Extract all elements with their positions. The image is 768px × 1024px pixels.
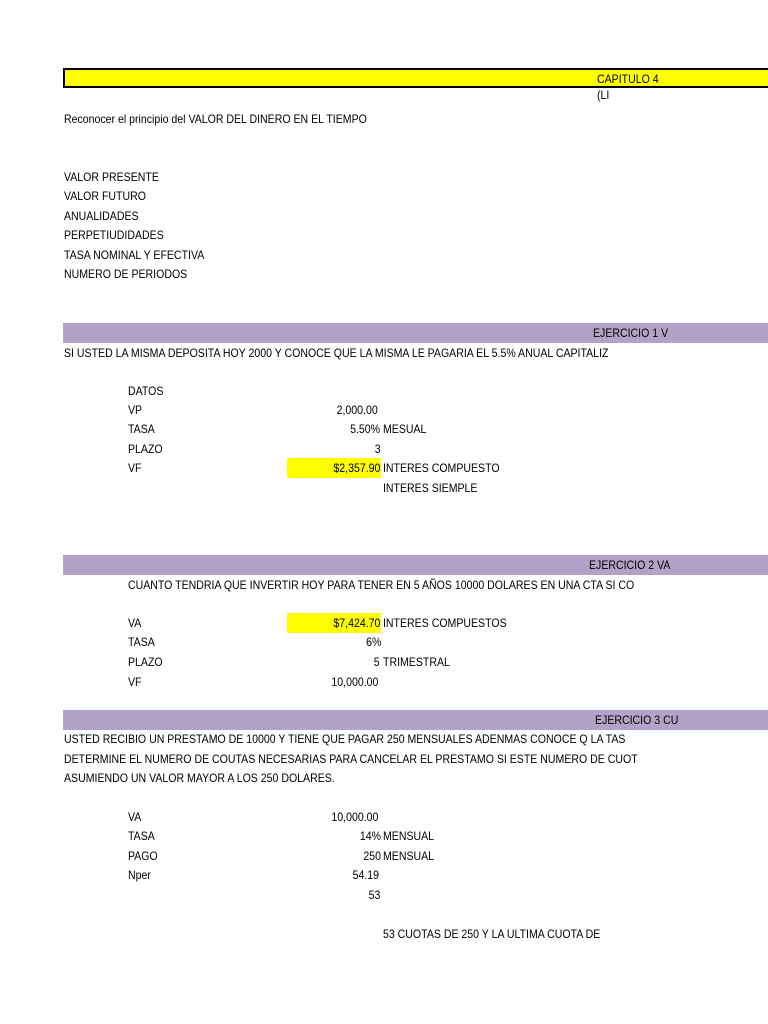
tasa-label: TASA xyxy=(128,635,155,649)
topic-item: TASA NOMINAL Y EFECTIVA xyxy=(64,248,205,262)
pago-value: 250 xyxy=(363,849,381,863)
exercise-1-header xyxy=(63,323,768,343)
exercise-1-title: EJERCICIO 1 V xyxy=(593,326,669,340)
conclusion-text: 53 CUOTAS DE 250 Y LA ULTIMA CUOTA DE xyxy=(383,927,601,941)
exercise-3-statement-line-3: ASUMIENDO UN VALOR MAYOR A LOS 250 DOLARES. xyxy=(64,771,335,785)
exercise-3-header xyxy=(63,710,768,730)
exercise-3-title: EJERCICIO 3 CU xyxy=(595,713,679,727)
vp-label: VP xyxy=(128,403,143,417)
tasa-label: TASA xyxy=(128,422,155,436)
topic-item: VALOR FUTURO xyxy=(64,189,146,203)
pago-note: MENSUAL xyxy=(383,849,435,863)
vf-note: INTERES COMPUESTO xyxy=(383,461,500,475)
chapter-title-bar xyxy=(63,68,768,102)
tasa-value: 5.50% xyxy=(350,422,380,436)
topic-item: NUMERO DE PERIODOS xyxy=(64,267,188,281)
datos-label: DATOS xyxy=(128,384,164,398)
interes-simple-note: INTERES SIEMPLE xyxy=(383,481,478,495)
exercise-1-statement: SI USTED LA MISMA DEPOSITA HOY 2000 Y CONOCE QUE LA MISMA LE PAGARIA EL 5.5% ANUAL CAPITALIZ xyxy=(64,346,609,360)
plazo-label: PLAZO xyxy=(128,655,163,669)
plazo-value: 3 xyxy=(375,442,381,456)
exercise-2-statement: CUANTO TENDRIA QUE INVERTIR HOY PARA TENER EN 5 AÑOS 10000 DOLARES EN UNA CTA SI CO xyxy=(128,578,635,592)
vf-value: 10,000.00 xyxy=(331,675,378,689)
exercise-3-statement-line-2: DETERMINE EL NUMERO DE COUTAS NECESARIAS PARA CANCELAR EL PRESTAMO SI ESTE NUMERO DE CUOT xyxy=(64,752,638,766)
va-label: VA xyxy=(128,810,142,824)
plazo-note: TRIMESTRAL xyxy=(383,655,450,669)
topic-item: PERPETIUDIDADES xyxy=(64,228,164,242)
exercise-3-statement-line-1: USTED RECIBIO UN PRESTAMO DE 10000 Y TIENE QUE PAGAR 250 MENSUALES ADENMAS CONOCE Q LA TAS xyxy=(64,732,626,746)
tasa-note: MESUAL xyxy=(383,422,427,436)
tasa-note: MENSUAL xyxy=(383,829,435,843)
topic-item: ANUALIDADES xyxy=(64,209,139,223)
tasa-value: 14% xyxy=(359,829,381,843)
nper-rounded-value: 53 xyxy=(368,888,380,902)
pago-label: PAGO xyxy=(128,849,158,863)
vf-label: VF xyxy=(128,461,142,475)
va-label: VA xyxy=(128,616,142,630)
tasa-label: TASA xyxy=(128,829,155,843)
topic-item: VALOR PRESENTE xyxy=(64,170,159,184)
vf-value: $2,357.90 xyxy=(333,461,380,475)
plazo-value: 5 xyxy=(374,655,380,669)
exercise-2-header xyxy=(63,555,768,575)
va-note: INTERES COMPUESTOS xyxy=(383,616,507,630)
exercise-2-title: EJERCICIO 2 VA xyxy=(589,558,671,572)
nper-label: Nper xyxy=(128,868,151,882)
plazo-label: PLAZO xyxy=(128,442,163,456)
vf-label: VF xyxy=(128,675,142,689)
intro-text: Reconocer el principio del VALOR DEL DINERO EN EL TIEMPO xyxy=(64,112,367,126)
chapter-title: CAPITULO 4 (LI xyxy=(597,72,659,102)
va-value: 10,000.00 xyxy=(331,810,378,824)
tasa-value: 6% xyxy=(365,635,381,649)
vp-value: 2,000.00 xyxy=(336,403,378,417)
nper-value: 54.19 xyxy=(352,868,379,882)
va-value: $7,424.70 xyxy=(333,616,380,630)
